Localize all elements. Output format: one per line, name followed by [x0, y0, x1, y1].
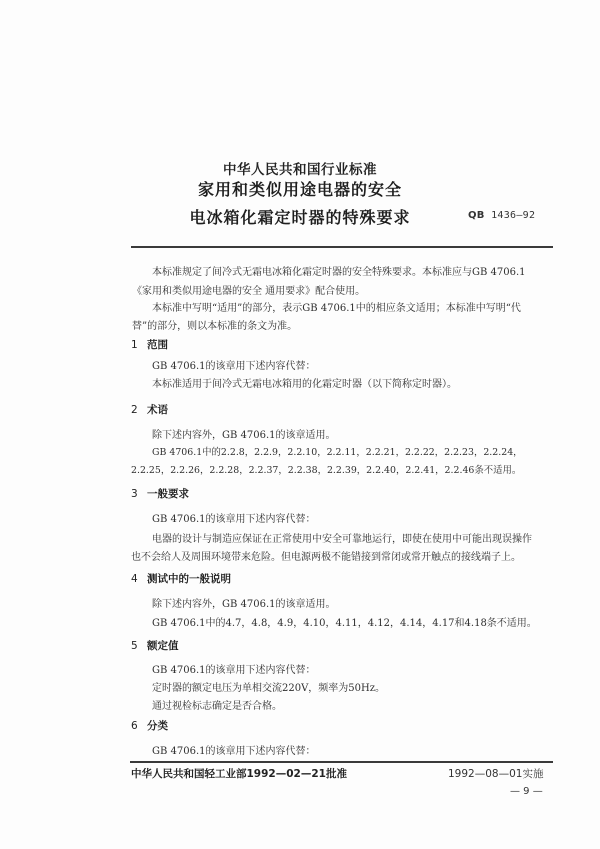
- intro-p1-line2: 《家用和类似用途电器的安全 通用要求》配合使用。: [132, 286, 366, 297]
- section-2-line-1: 除下述内容外，GB 4706.1的该章适用。: [152, 430, 336, 441]
- section-3-line-3: 也不会给人及周围环境带来危险。但电源两极不能错接到常闭或常开触点的接线端子上。: [131, 552, 521, 563]
- section-title: 额定值: [147, 640, 179, 652]
- page-number: — 9 —: [510, 786, 543, 797]
- section-number: 3: [131, 488, 138, 500]
- section-title: 一般要求: [147, 488, 189, 500]
- approval-note: 中华人民共和国轻工业部1992—02—21批准: [131, 768, 347, 780]
- section-2-line-3: 2.2.25，2.2.26，2.2.28，2.2.37，2.2.38，2.2.39，2.2.40，2.2.41，2.2.46条不适用。: [131, 465, 522, 476]
- implementation-date: 1992—08—01实施: [448, 768, 544, 780]
- intro-p2-line1: 本标准中写明“适用”的部分，表示GB 4706.1中的相应条文适用；本标准中写明“代: [152, 303, 521, 314]
- top-rule: [131, 246, 553, 248]
- section-6-line-1: GB 4706.1的该章用下述内容代替：: [152, 746, 316, 757]
- section-5-line-2: 定时器的额定电压为单相交流220V，频率为50Hz。: [152, 683, 386, 694]
- standard-code-number: 1436—92: [491, 210, 536, 221]
- section-4-line-1: 除下述内容外，GB 4706.1的该章适用。: [152, 599, 336, 610]
- standard-code: [468, 210, 535, 221]
- section-5-line-3: 通过视检标志确定是否合格。: [152, 701, 282, 712]
- section-title: 术语: [147, 404, 168, 416]
- section-3-line-1: GB 4706.1的该章用下述内容代替：: [152, 514, 316, 525]
- section-number: 1: [131, 339, 138, 351]
- section-title: 测试中的一般说明: [147, 573, 231, 585]
- section-6-heading: [131, 718, 168, 733]
- section-2-heading: [131, 402, 168, 417]
- section-3-line-2: 电器的设计与制造应保证在正常使用中安全可靠地运行，即使在使用中可能出现误操作: [152, 534, 532, 545]
- standard-code-prefix: QB: [468, 210, 485, 221]
- section-1-line-2: 本标准适用于间冷式无霜电冰箱用的化霜定时器（以下简称定时器）。: [152, 379, 457, 390]
- intro-p2-line2: 替”的部分，则以本标准的条文为准。: [132, 321, 298, 332]
- section-title: 分类: [147, 720, 168, 732]
- section-number: 4: [131, 573, 138, 585]
- section-number: 5: [131, 640, 138, 652]
- section-4-line-2: GB 4706.1中的4.7，4.8，4.9，4.10，4.11，4.12，4.14，4.17和4.18条不适用。: [152, 618, 537, 629]
- section-5-heading: [131, 638, 179, 653]
- section-2-line-2: GB 4706.1中的2.2.8，2.2.9，2.2.10，2.2.11，2.2.21，2.2.22，2.2.23，2.2.24，: [152, 447, 523, 458]
- section-title: 范围: [147, 339, 168, 351]
- section-5-line-1: GB 4706.1的该章用下述内容代替：: [152, 665, 316, 676]
- section-number: 2: [131, 404, 138, 416]
- standard-category: 中华人民共和国行业标准: [223, 162, 377, 178]
- title-line-2: 电冰箱化霜定时器的特殊要求: [189, 208, 411, 227]
- section-1-heading: [131, 337, 168, 352]
- section-4-heading: [131, 571, 231, 586]
- title-line-1: 家用和类似用途电器的安全: [197, 180, 402, 199]
- section-1-line-1: GB 4706.1的该章用下述内容代替：: [152, 361, 316, 372]
- section-3-heading: [131, 486, 189, 501]
- section-number: 6: [131, 720, 138, 732]
- bottom-rule: [130, 761, 553, 763]
- intro-p1-line1: 本标准规定了间冷式无霜电冰箱化霜定时器的安全特殊要求。本标准应与GB 4706.1: [152, 267, 526, 278]
